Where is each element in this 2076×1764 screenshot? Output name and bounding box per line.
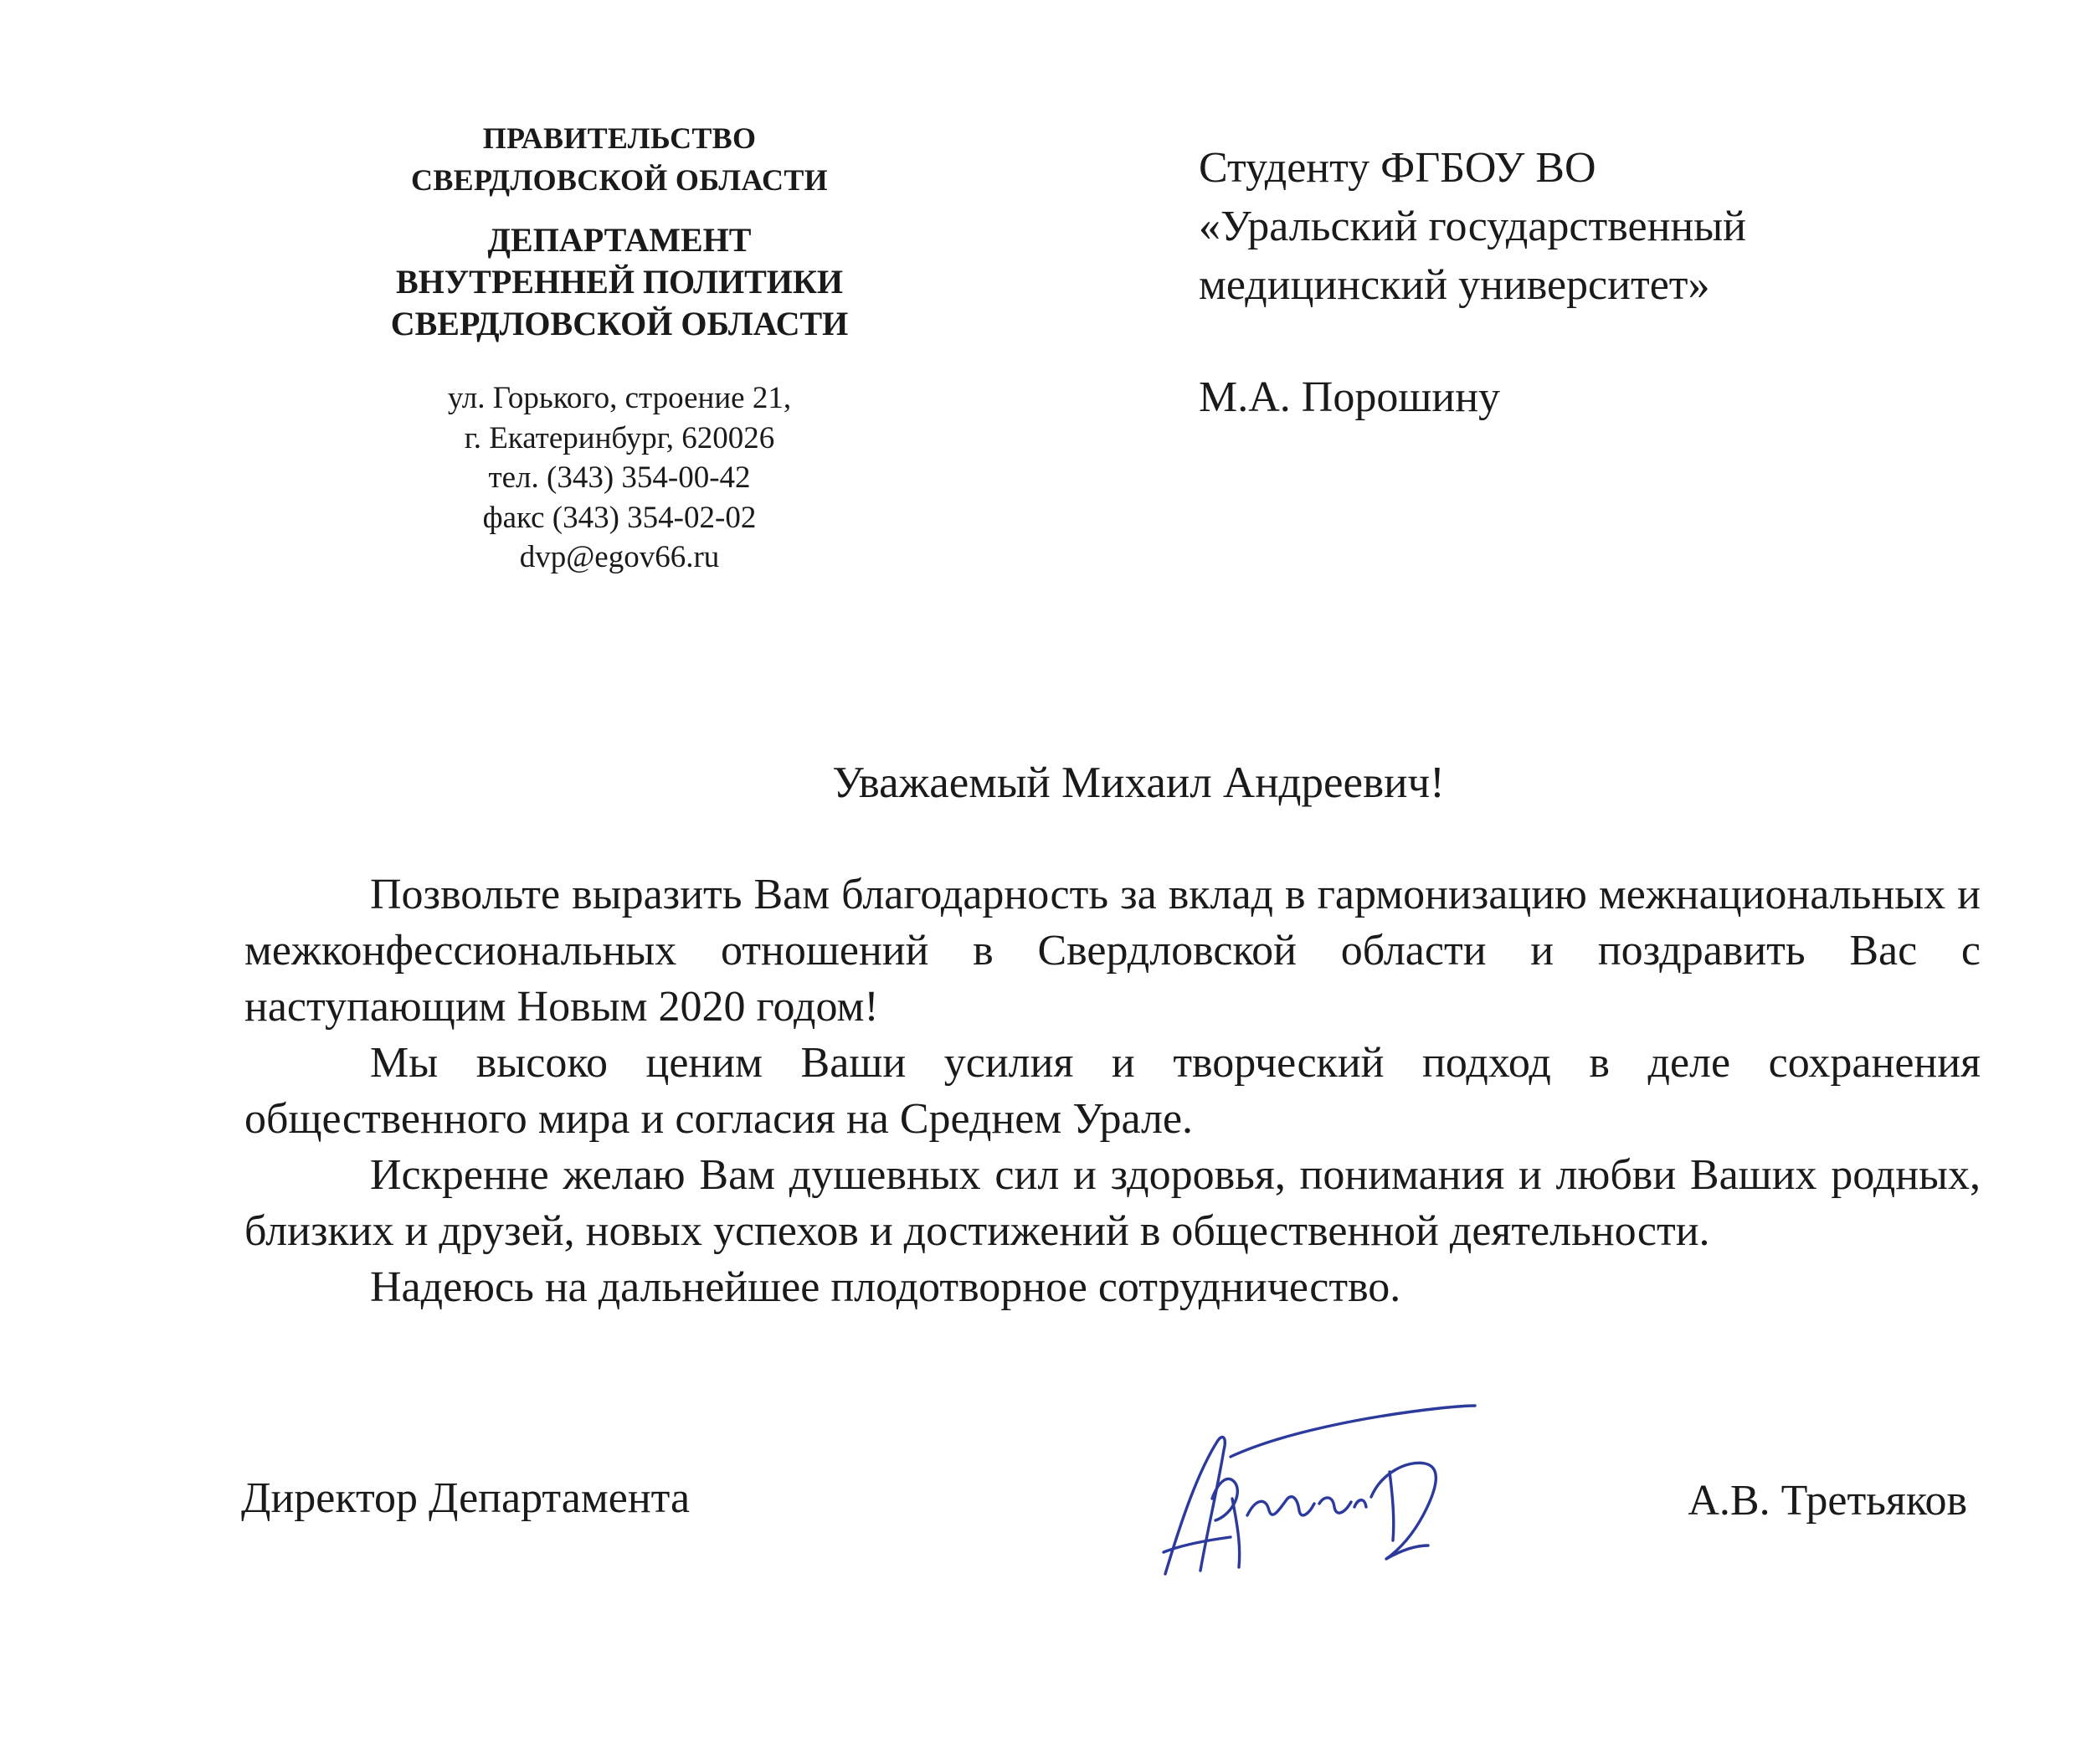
department-name-line: ДЕПАРТАМЕНТ [487,221,752,259]
sender-contacts [326,378,912,578]
recipient-name: М.А. Порошину [1199,373,1501,421]
letter-body [244,867,1981,1315]
department-name [326,219,912,345]
sender-email: dvp@egov66.ru [519,540,720,574]
letterhead [326,117,912,578]
sender-phone: тел. (343) 354-00-42 [488,460,751,495]
government-name-line: ПРАВИТЕЛЬСТВО [482,121,757,155]
sender-street: ул. Горького, строение 21, [447,381,792,415]
handwritten-signature [1113,1373,1482,1591]
signatory-name: А.В. Третьяков [1688,1477,1967,1525]
government-name-line: СВЕРДЛОВСКОЙ ОБЛАСТИ [411,163,828,197]
salutation: Уважаемый Михаил Андреевич! [832,759,1445,807]
recipient-line: Студенту ФГБОУ ВО [1199,144,1596,192]
body-paragraph: Мы высоко ценим Ваши усилия и творческий подход в деле сохранения общественного мира и согласия на Среднем Урале. [244,1039,1981,1143]
department-name-line: СВЕРДЛОВСКОЙ ОБЛАСТИ [390,305,849,342]
sender-city: г. Екатеринбург, 620026 [464,420,775,455]
signatory-title: Директор Департамента [241,1474,691,1522]
sender-fax: факс (343) 354-02-02 [482,500,757,535]
body-paragraph: Позвольте выразить Вам благодарность за вклад в гармонизацию межнациональных и межконфессиональных отношений в Свердловской области и поздравить Вас с наступающим Новым 2020 годом! [244,871,1981,1031]
government-name [326,117,912,201]
body-paragraph: Искренне желаю Вам душевных сил и здоровья, понимания и любви Ваших родных, близких и друзей, новых успехов и достижений в общественной деятельности. [244,1151,1981,1255]
department-name-line: ВНУТРЕННЕЙ ПОЛИТИКИ [395,263,844,301]
recipient-line: «Уральский государственный [1199,203,1746,250]
recipient-line: медицинский университет» [1199,261,1710,309]
body-paragraph: Надеюсь на дальнейшее плодотворное сотрудничество. [370,1263,1401,1311]
recipient-block [1199,139,1994,427]
